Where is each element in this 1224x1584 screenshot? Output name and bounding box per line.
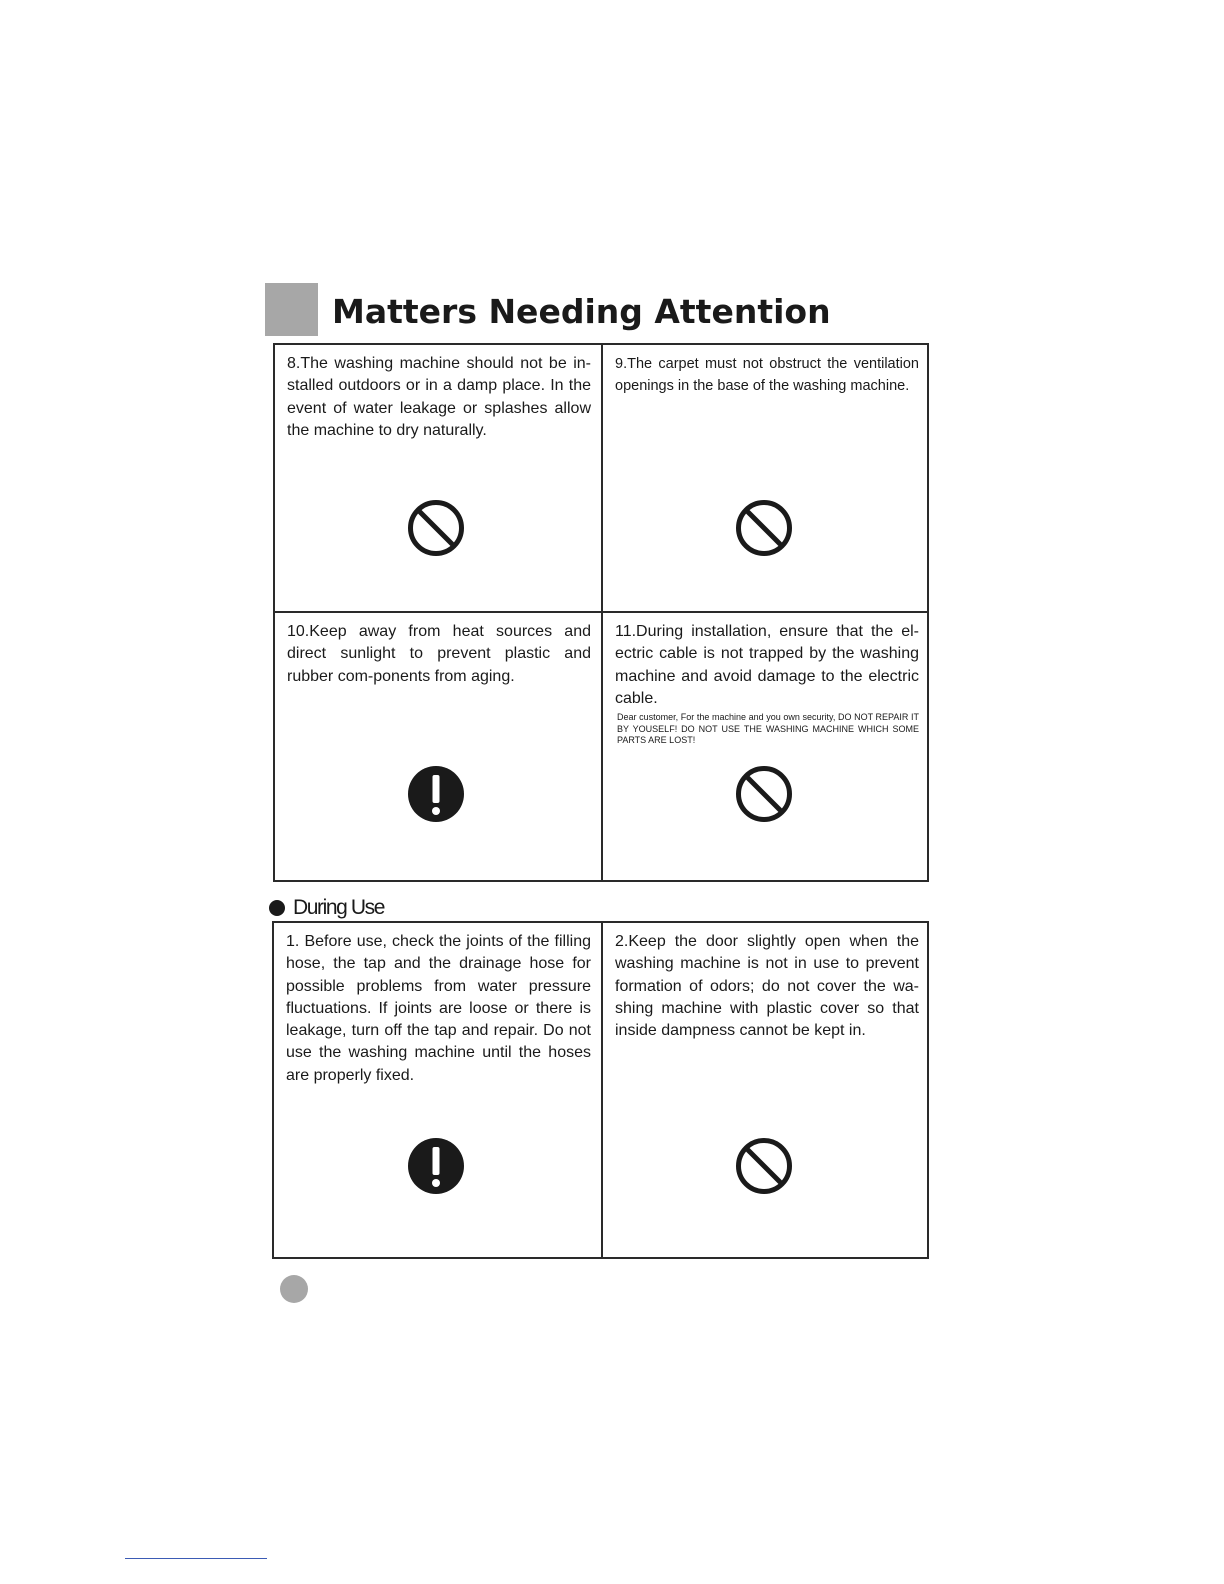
attention-item-8	[275, 345, 603, 613]
prohibition-icon	[407, 499, 465, 557]
attention-grid	[273, 343, 929, 882]
title-marker-square	[265, 283, 318, 336]
attention-item-11	[603, 613, 929, 880]
section-heading-during-use	[269, 896, 384, 920]
attention-item-9	[603, 345, 929, 613]
exclamation-icon	[407, 1137, 465, 1195]
attention-item-10	[275, 613, 603, 880]
during-use-item-text: 1. Before use, check the joints of the filling hose, the tap and the drainage hose for possible problems from water pressure fluctuations. If joints are loose or there is leakage, turn off the tap and repair. Do not use the washing machine until the hoses are properly fixed.	[286, 933, 591, 1084]
prohibition-icon	[735, 499, 793, 557]
attention-item-text: 9.The carpet must not obstruct the ventilation openings in the base of the washing machine.	[615, 356, 919, 395]
safety-notice: Dear customer, For the machine and you own security, DO NOT REPAIR IT BY YOUSELF! DO NOT USE THE WASHING MACHINE WHICH SOME PARTS ARE LOST!	[617, 712, 919, 746]
bullet-icon	[269, 900, 285, 916]
prohibition-icon	[735, 765, 793, 823]
section-heading-label: During Use	[293, 896, 385, 919]
during-use-grid	[272, 921, 929, 1259]
footer-rule	[125, 1558, 267, 1559]
exclamation-icon	[407, 765, 465, 823]
attention-item-text: 8.The washing machine should not be in-stalled outdoors or in a damp place. In the event of water leakage or splashes allow the machine to dry naturally.	[287, 355, 591, 439]
attention-item-text: 11.During installation, ensure that the el-ectric cable is not trapped by the washing machine and avoid damage to the electric cable.	[615, 623, 919, 707]
page-title: Matters Needing Attention	[332, 292, 831, 331]
page-number-marker	[280, 1275, 308, 1303]
during-use-item-1	[274, 923, 603, 1257]
prohibition-icon	[735, 1137, 793, 1195]
during-use-item-2	[603, 923, 929, 1257]
attention-item-text: 10.Keep away from heat sources and direct sunlight to prevent plastic and rubber com-ponents from aging.	[287, 623, 591, 685]
during-use-item-text: 2.Keep the door slightly open when the washing machine is not in use to prevent formation of odors; do not cover the wa-shing machine with plastic cover so that inside dampness cannot be kept in.	[615, 933, 919, 1040]
